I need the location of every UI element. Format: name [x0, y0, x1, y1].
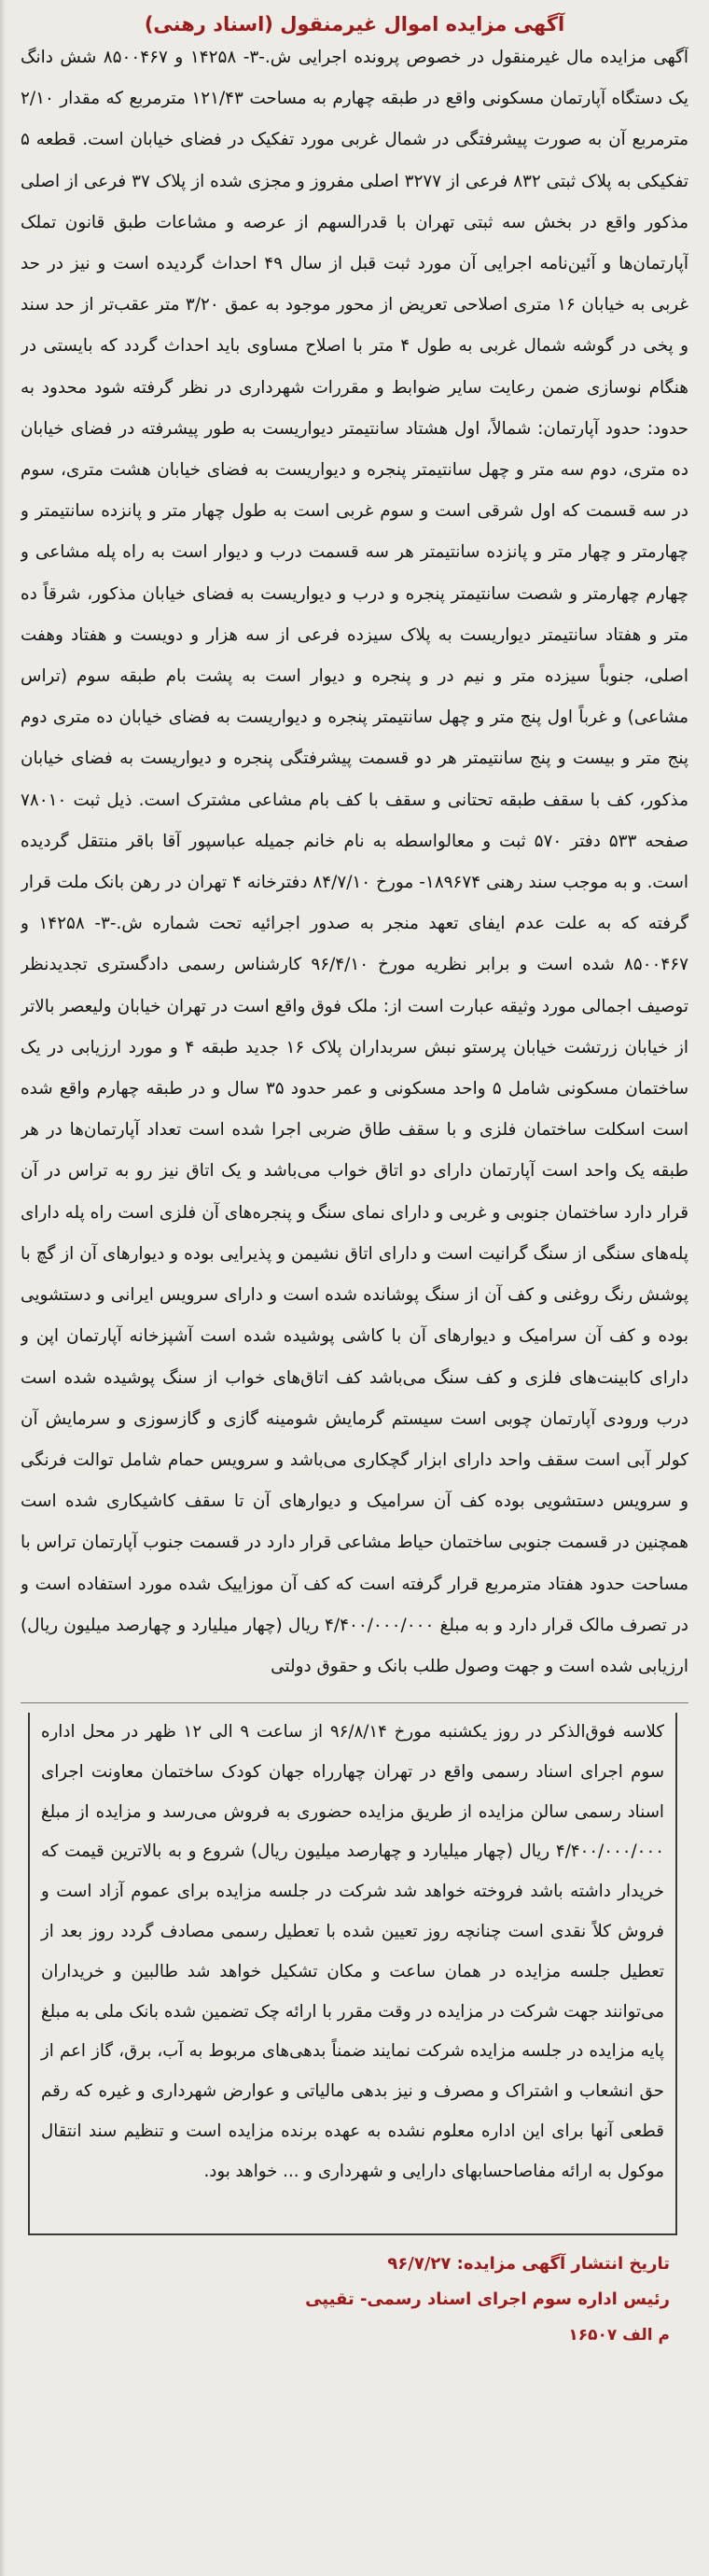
box-corner — [565, 2213, 677, 2235]
scan-edge — [0, 0, 6, 2576]
notice-title: آگهی مزایده اموال غیرمنقول (اسناد رهنی) — [144, 13, 565, 35]
notice-body: آگهی مزایده مال غیرمنقول در خصوص پرونده اجرایی ش.-۳- ۱۴۲۵۸ و ۸۵۰۰۴۶۷ شش دانگ یک دستگاه آپارتمان مسکونی واقع در طبقه چهارم به مساحت ۱۲۱/۴۳ مترمربع که مقدار ۲/۱۰ مترمربع آن به صورت پیشرفتگی در شمال غربی مورد تفکیک در فضای خیابان است. قطعه ۵ تفکیکی به پلاک ثبتی ۸۳۲ فرعی از ۳۲۷۷ اصلی مفروز و مجزی شده از پلاک ۳۷ فرعی از اصلی مذکور واقع در بخش سه ثبتی تهران با قدرالسهم از عرصه و مشاعات طبق قانون تملک آپارتمان‌ها و آئین‌نامه اجرایی آن مورد ثبت قبل از سال ۴۹ احداث گردیده است و نیز در حد غربی به خیابان ۱۶ متری اصلاحی تعریض از محور موجود به عمق ۳/۲۰ متر عقب‌تر از حد سند و پخی در گوشه شمال غربی به طول ۴ متر با اصلاح مساوی باید احداث گردد که بایستی در هنگام نوسازی ضمن رعایت سایر ضوابط و مقررات شهرداری در نظر گرفته شود محدود به حدود: حدود آپارتمان: شمالاً، اول هشتاد سانتیمتر دیواریست به طور پیشرفته در فضای خیابان ده متری، دوم سه متر و چهل سانتیمتر پنجره و دیواریست به فضای خیابان هشت متری، سوم در سه قسمت که اول شرقی است و سوم غربی است به طول چهار متر و پانزده سانتیمتر و چهارمتر و چهار متر و پانزده سانتیمتر هر سه قسمت درب و دیوار است به راه پله مشاعی و چهارم چهارمتر و شصت سانتیمتر پنجره و درب و دیواریست به فضای خیابان مذکور، شرقاً ده متر و هفتاد سانتیمتر دیواریست به پلاک سیزده فرعی از سه هزار و دویست و هفتاد وهفت اصلی، جنوباً سیزده متر و نیم در و پنجره و دیوار است به پشت بام طبقه سوم (تراس مشاعی) و غرباً اول پنج متر و چهل سانتیمتر پنجره و دیواریست به فضای خیابان ده متری دوم پنج متر و بیست و پنج سانتیمتر هر دو قسمت پیشرفتگی پنجره و دیواریست به فضای خیابان مذکور، کف با سقف طبقه تحتانی و سقف با کف بام مشاعی مشترک است. ذیل ثبت ۷۸۰۱۰ صفحه ۵۳۳ دفتر ۵۷۰ ثبت و معالواسطه به نام خانم جمیله عباسپور آقا باقر منتقل گردیده است. و به موجب سند رهنی ۱۸۹۶۷۴- مورخ ۸۴/۷/۱۰ دفترخانه ۴ تهران در رهن بانک ملت قرار گرفته که به علت عدم ایفای تعهد منجر به صدور اجرائیه تحت شماره ش.-۳- ۱۴۲۵۸ و ۸۵۰۰۴۶۷ شده است و برابر نظریه مورخ ۹۶/۴/۱۰ کارشناس رسمی دادگستری تجدیدنظر توصیف اجمالی مورد وثیقه عبارت است از: ملک فوق واقع است در تهران خیابان ولیعصر بالاتر از خیابان زرتشت خیابان پرستو نبش سربداران پلاک ۱۶ جدید طبقه ۴ و مورد ارزیابی در یک ساختمان مسکونی شامل ۵ واحد مسکونی و عمر حدود ۳۵ سال و در طبقه چهارم واقع شده است اسکلت ساختمان فلزی و با سقف طاق ضربی اجرا شده است تعداد آپارتمان‌ها در هر طبقه یک واحد است آپارتمان دارای دو اتاق خواب می‌باشد و یک اتاق نیز رو به تراس در آن قرار دارد ساختمان جنوبی و غربی و دارای نمای سنگ و پنجره‌های آن فلزی است راه پله دارای پله‌های سنگی از سنگ گرانیت است و دارای اتاق نشیمن و پذیرایی بوده و دیوارهای آن از گچ با پوشش رنگ روغنی و کف آن از سنگ پوشانده شده است و دارای سرویس ایرانی و دستشویی بوده و کف آن سرامیک و دیوارهای آن با کاشی پوشیده شده است آشپزخانه آپارتمان اپن و دارای کابینت‌های فلزی و کف سنگ می‌باشد کف اتاق‌های خواب از سنگ پوشیده شده است درب ورودی آپارتمان چوبی است سیستم گرمایش شومینه گازی و گازسوزی و سرمایش آن کولر آبی است سقف واحد دارای ابزار گچکاری می‌باشد و سرویس حمام شامل توالت فرنگی و سرویس دستشویی بوده کف آن سرامیک و دیوارهای آن تا سقف کاشیکاری شده است همچنین در قسمت جنوبی ساختمان حیاط مشاعی قرار دارد در قسمت جنوب آپارتمان تراس با مساحت حدود هفتاد مترمربع قرار گرفته است که کف آن موزاییک شده مورد استفاده است و در تصرف مالک قرار دارد و به مبلغ ۴/۴۰۰/۰۰۰/۰۰۰ ریال (چهار میلیارد و چهارصد میلیون ریال) ارزیابی شده است و جهت وصول طلب بانک و حقوق دولتی — [21, 48, 688, 1676]
notice-footer — [21, 2235, 688, 2353]
section-divider — [21, 1702, 688, 1703]
notice-code: م الف ۱۶۵۰۷ — [568, 2326, 670, 2345]
signature: رئیس اداره سوم اجرای اسناد رسمی- تقیپی — [305, 2289, 670, 2309]
auction-details-text: کلاسه فوق‌الذکر در روز یکشنبه مورخ ۹۶/۸/۱۴ از ساعت ۹ الی ۱۲ ظهر در محل اداره سوم اجرای اسناد رسمی واقع در تهران چهارراه جهان کودک ساختمان معاونت اجرای اسناد رسمی سالن مزایده از طریق مزایده حضوری به فروش می‌رسد و مزایده از مبلغ ۴/۴۰۰/۰۰۰/۰۰۰ ریال (چهار میلیارد و چهارصد میلیون ریال) شروع و به بالاترین قیمت که خریدار داشته باشد فروخته خواهد شد شرکت در جلسه مزایده برای عموم آزاد است و فروش کلاً نقدی است چنانچه روز تعیین شده با تعطیل رسمی مصادف گردد روز بعد از تعطیل جلسه مزایده در همان ساعت و مکان تشکیل خواهد شد طالبین و خریداران می‌توانند جهت شرکت در مزایده در وقت مقرر با ارائه چک تضمین شده بانک ملی به مبلغ پایه مزایده در جلسه مزایده شرکت نمایند ضمناً بدهی‌های مربوط به آب، برق، گاز اعم از حق انشعاب و اشتراک و مصرف و نیز بدهی مالیاتی و عوارض شهرداری و غیره که رقم قطعی آنها برای این اداره معلوم نشده به عهده برنده مزایده است و تنظیم سند انتقال موکول به ارائه مفاصاحسابهای دارایی و شهرداری و ... خواهد بود. — [41, 1722, 664, 2181]
publish-date: تاریخ انتشار آگهی مزایده: ۹۶/۷/۲۷ — [387, 2254, 670, 2274]
auction-details-box — [28, 1713, 677, 2235]
